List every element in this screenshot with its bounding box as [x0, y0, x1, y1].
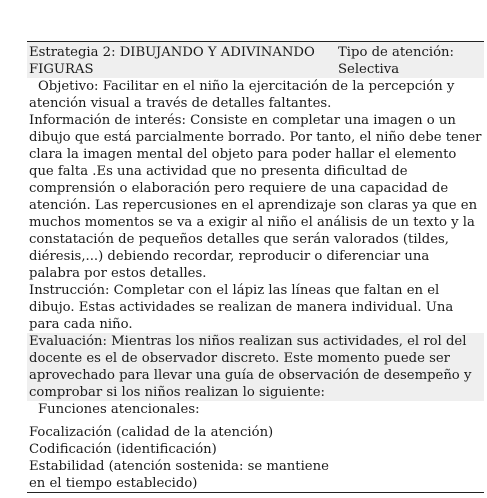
attention-type: Tipo de atención: Selectiva [338, 45, 454, 77]
list-item: Estabilidad (atención sostenida: se mantiene en el tiempo establecido) [29, 459, 329, 491]
functions-label: Funciones atencionales: [38, 402, 200, 417]
instruction-text: Instrucción: Completar con el lápiz las líneas que faltan en el dibujo. Estas actividades se realizan de manera individual. Una para cada niño. [29, 283, 454, 332]
objective-text: Objetivo: Facilitar en el niño la ejercitación de la percepción y atención visual a través de detalles faltantes. [29, 79, 455, 111]
list-item: Focalización (calidad de la atención) [29, 425, 274, 440]
interest-info-text: Información de interés: Consiste en completar una imagen o un dibujo que está parcialmente borrado. Por tanto, el niño debe tener clara la imagen mental del objeto para poder hallar el elemento que falta .Es una actividad que no presenta dificultad de comprensión o elaboración pero requiere de una capacidad de atención. Las repercusiones en el aprendizaje son claras ya que en muchos momentos se va a exigir al niño el análisis de un texto y la constatación de pequeños detalles que serán valorados (tildes, diéresis,...) debiendo recordar, reproducir o diferenciar una palabra por estos detalles. [29, 113, 482, 281]
evaluation-text: Evaluación: Mientras los niños realizan sus actividades, el rol del docente es el de observador discreto. Este momento puede ser aprovechado para llevar una guía de observación de desempeño y comprobar si los niños realizan lo siguiente: [27, 333, 484, 401]
bottom-rule [27, 492, 484, 493]
strategy-header [27, 42, 484, 78]
strategy-title: Estrategia 2: DIBUJANDO Y ADIVINANDO FIGURAS [29, 45, 315, 77]
list-item: Codificación (identificación) [29, 442, 217, 457]
strategy-document [27, 41, 484, 493]
functions-list [27, 424, 329, 492]
